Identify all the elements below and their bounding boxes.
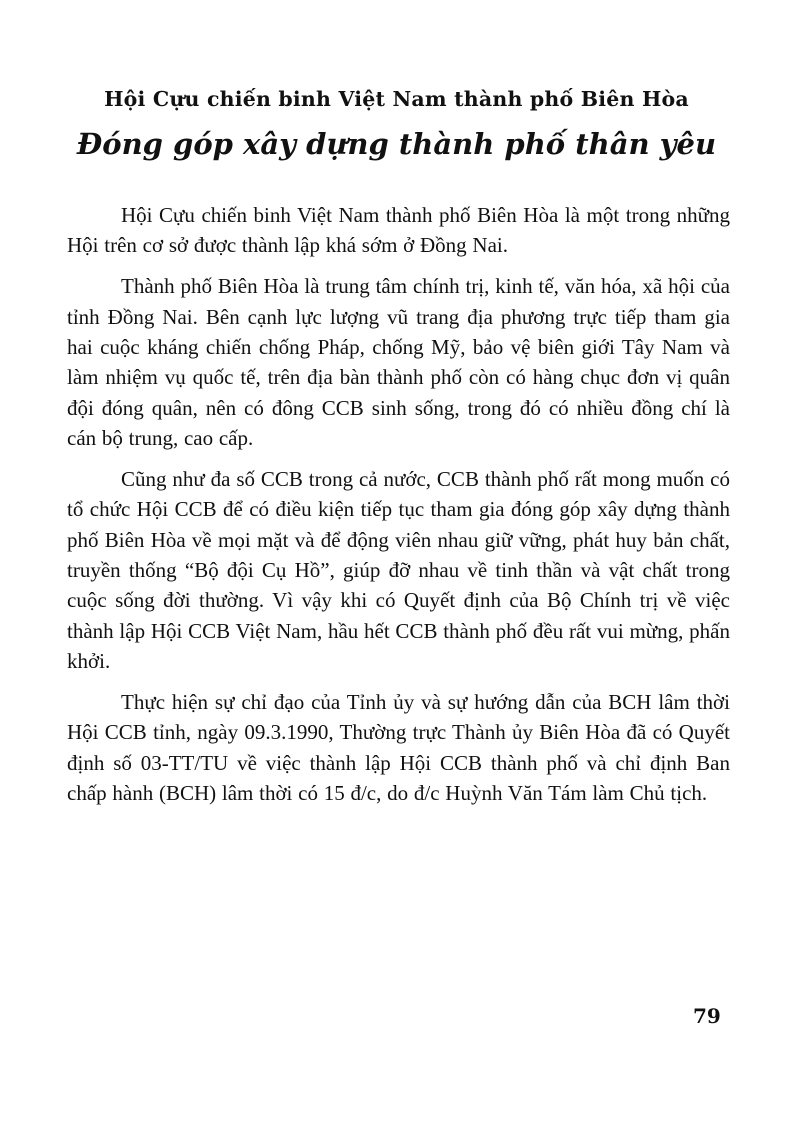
- page-number: 79: [693, 1004, 721, 1028]
- paragraph-4: Thực hiện sự chỉ đạo của Tỉnh ủy và sự hướng dẫn của BCH lâm thời Hội CCB tỉnh, ngày 09.3.1990, Thường trực Thành ủy Biên Hòa đã có Quyết định số 03-TT/TU về việc thành lập Hội CCB thành phố và chỉ định Ban chấp hành (BCH) lâm thời có 15 đ/c, do đ/c Huỳnh Văn Tám làm Chủ tịch.: [67, 689, 730, 806]
- article-subtitle: Hội Cựu chiến binh Việt Nam thành phố Biên Hòa: [104, 87, 689, 111]
- article-body: [67, 200, 730, 819]
- paragraph-2: Thành phố Biên Hòa là trung tâm chính trị, kinh tế, văn hóa, xã hội của tỉnh Đồng Nai. Bên cạnh lực lượng vũ trang địa phương trực tiếp tham gia hai cuộc kháng chiến chống Pháp, chống Mỹ, bảo vệ biên giới Tây Nam và làm nhiệm vụ quốc tế, trên địa bàn thành phố còn có hàng chục đơn vị quân đội đóng quân, nên có đông CCB sinh sống, trong đó có nhiều đồng chí là cán bộ trung, cao cấp.: [67, 274, 730, 451]
- paragraph-3: Cũng như đa số CCB trong cả nước, CCB thành phố rất mong muốn có tổ chức Hội CCB để có điều kiện tiếp tục tham gia đóng góp xây dựng thành phố Biên Hòa về mọi mặt và để động viên nhau giữ vững, phát huy bản chất, truyền thống “Bộ đội Cụ Hồ”, giúp đỡ nhau về tinh thần và vật chất trong cuộc sống đời thường. Vì vậy khi có Quyết định của Bộ Chính trị về việc thành lập Hội CCB Việt Nam, hầu hết CCB thành phố đều rất vui mừng, phấn khởi.: [67, 466, 730, 674]
- paragraph-1: Hội Cựu chiến binh Việt Nam thành phố Biên Hòa là một trong những Hội trên cơ sở được thành lập khá sớm ở Đồng Nai.: [67, 203, 730, 258]
- article-title: Đóng góp xây dựng thành phố thân yêu: [76, 127, 717, 161]
